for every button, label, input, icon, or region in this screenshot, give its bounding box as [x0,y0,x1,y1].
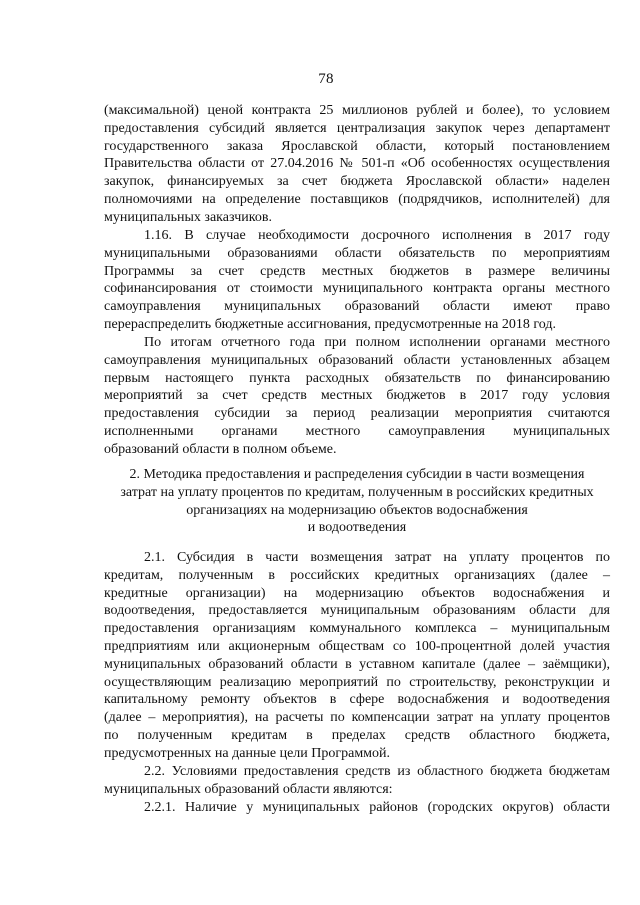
text-line: муниципальных заказчиков. [104,209,272,225]
text-line: Программы за счет средств местных бюджетов в размере величины [104,263,610,279]
text-line: самоуправления муниципальных образований области имеют право [104,299,610,315]
text-line: (максимальной) ценой контракта 25 миллионов рублей и более), то условием [104,103,610,118]
text-line: полномочиями на определение поставщиков (подрядчиков, исполнителей) для [104,191,610,207]
text-line: водоотведения, предоставляется муниципальным образованиям области для [104,603,610,619]
paragraph-results [104,334,610,459]
paragraph-2-2-1 [104,799,610,817]
text-line: самоуправления муниципальных образований области установленных абзацем [104,352,610,368]
text-line: предусмотренных на данные цели Программой. [104,745,391,761]
text-line: образований области в полном объеме. [104,441,337,457]
text-line: мероприятий за счет средств местных бюджетов в 2017 году условия [104,388,610,404]
paragraph-continuation [104,102,610,227]
text-line: перераспределить бюджетные ассигнования, предусмотренные на 2018 год. [104,316,557,332]
text-line: (далее – мероприятия), на расчеты по компенсации затрат на уплату процентов [104,710,610,726]
text-line: 1.16. В случае необходимости досрочного исполнения в 2017 году [144,228,610,243]
paragraph-2-2 [104,763,610,799]
text-line: кредитам, полученным в российских кредитных организациях (далее – [104,567,610,583]
text-line: капитальному ремонту объектов в сфере водоснабжения и водоотведения [104,692,610,708]
text-line: предоставления субсидий является централизация закупок через департамент [104,120,610,136]
text-line: кредитные организации) на модернизацию объектов водоснабжения и [104,585,610,601]
heading-line: затрат на уплату процентов по кредитам, полученным в российских кредитных [120,484,594,500]
page-number: 78 [318,71,334,87]
heading-line: и водоотведения [307,520,407,536]
text-line: осуществляющим реализацию мероприятий по строительству, реконструкции и [104,674,610,690]
text-line: первым настоящего пункта расходных обязательств по финансированию [104,370,610,386]
text-line: муниципальных образований области в уставном капитале (далее – заёмщики), [104,656,610,672]
text-line: муниципальных образований области являются: [104,781,393,797]
text-line: предоставления организациям коммунального комплекса – муниципальным [104,621,610,637]
text-line: 2.2. Условиями предоставления средств из областного бюджета бюджетам [144,764,610,779]
text-line: исполненными органами местного самоуправления муниципальных [104,423,610,439]
paragraph-2-1 [104,549,610,763]
text-line: софинансирования от стоимости муниципального контракта органы местного [104,281,610,297]
text-line: 2.1. Субсидия в части возмещения затрат на уплату процентов по [144,550,610,565]
text-line: закупок, финансируемых за счет бюджета Ярославской области» наделен [104,174,610,190]
text-line: по полученным кредитам в пределах средств областного бюджета, [104,727,610,743]
text-line: Правительства области от 27.04.2016 № 501-п «Об особенностях осуществления [104,156,610,172]
text-line: муниципальными образованиями области обязательств по мероприятиям [104,245,610,261]
text-line: 2.2.1. Наличие у муниципальных районов (городских округов) области [144,800,610,815]
heading-line: 2. Методика предоставления и распределения субсидии в части возмещения [129,467,585,482]
text-line: По итогам отчетного года при полном исполнении органами местного [144,335,610,350]
paragraph-1-16 [104,227,610,334]
text-line: государственного заказа Ярославской области, который постановлением [104,138,610,154]
text-line: предприятиям или акционерным обществам со 100-процентной долей участия [104,638,610,654]
section-heading [104,466,610,537]
heading-line: организациях на модернизацию объектов водоснабжения [186,502,528,518]
text-line: предоставления субсидии за период реализации мероприятия считаются [104,406,610,422]
